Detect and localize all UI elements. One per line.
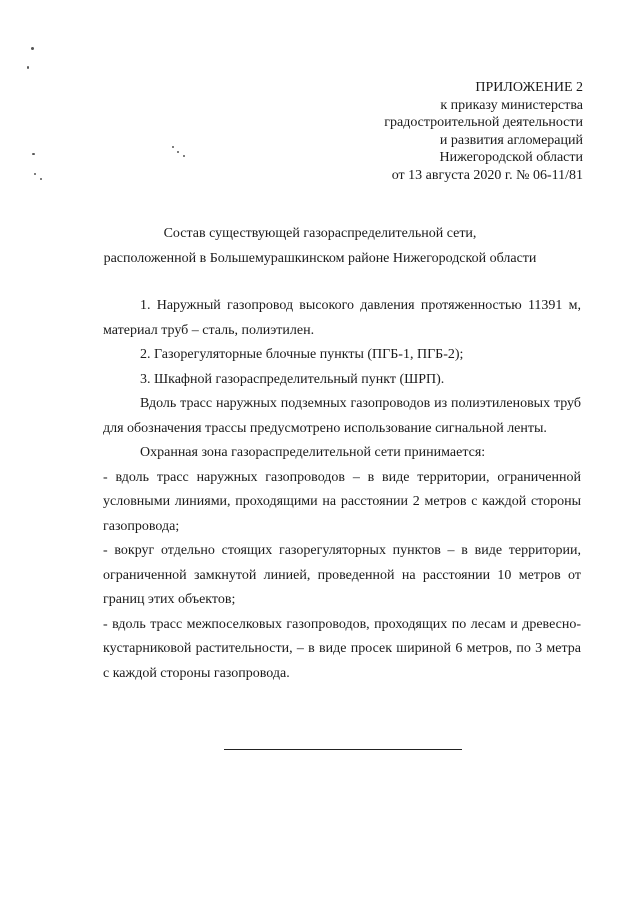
paragraph-item-1: 1. Наружный газопровод высокого давления протяженностью 11391 м, материал труб – сталь, полиэтилен. [103, 298, 581, 338]
document-title-line1: Состав существующей газораспределительной сети, [163, 226, 477, 241]
paragraph-signal-tape: Вдоль трасс наружных подземных газопроводов из полиэтиленовых труб для обозначения трассы предусмотрено использование сигнальной ленты. [103, 396, 581, 436]
region-name: Нижегородской области [439, 150, 583, 165]
scan-speck [40, 178, 42, 180]
scan-speck [172, 146, 174, 148]
order-reference: к приказу министерства [440, 97, 583, 113]
paragraph-zone-regulators: - вокруг отдельно стоящих газорегуляторных пунктов – в виде территории, ограниченной замкнутой линией, проведенной на расстоянии 10 метров от границ этих объектов; [103, 543, 581, 607]
paragraph-item-2: 2. Газорегуляторные блочные пункты (ПГБ-1, ПГБ-2); [140, 347, 464, 362]
scan-speck [32, 153, 35, 155]
end-divider-line [224, 749, 462, 750]
paragraph-protection-zone-intro: Охранная зона газораспределительной сети принимается: [140, 445, 486, 460]
appendix-header [384, 79, 583, 184]
paragraph-zone-forest: - вдоль трасс межпоселковых газопроводов, проходящих по лесам и древесно-кустарниковой растительности, – в виде просек шириной 6 метров, по 3 метра с каждой стороны газопровода. [103, 616, 581, 681]
document-body [103, 294, 581, 686]
ministry-name-line1: градостроительной деятельности [384, 115, 583, 130]
scan-speck [34, 173, 36, 175]
scan-speck [27, 66, 29, 69]
appendix-number: ПРИЛОЖЕНИЕ 2 [475, 80, 583, 95]
ministry-name-line2: и развития агломераций [439, 132, 583, 148]
document-title-line2: расположенной в Большемурашкинском районе Нижегородской области [103, 251, 537, 266]
scan-speck [183, 155, 185, 157]
scan-speck [31, 47, 34, 50]
scan-speck [177, 151, 179, 153]
paragraph-item-3: 3. Шкафной газораспределительный пункт (ШРП). [140, 371, 445, 387]
order-date-number: от 13 августа 2020 г. № 06-11/81 [391, 167, 583, 183]
paragraph-zone-pipelines: - вдоль трасс наружных газопроводов – в виде территории, ограниченной условными линиями, проходящими на расстоянии 2 метров с каждой стороны газопровода; [103, 469, 581, 534]
